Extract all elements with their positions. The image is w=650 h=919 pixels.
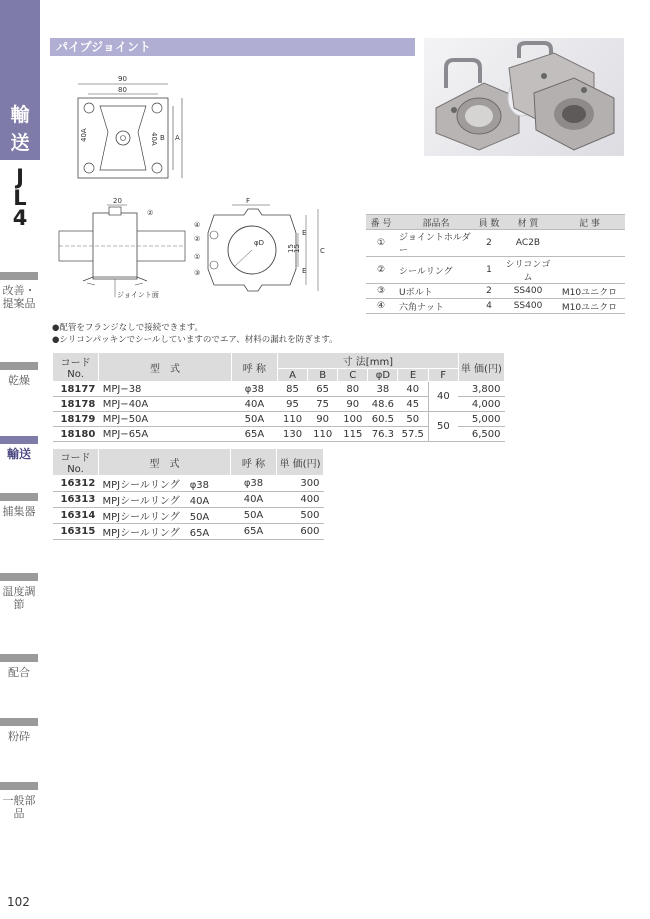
dim-f: F [246, 197, 251, 205]
table-cell: 18178 [53, 397, 99, 412]
sidebar-code-l: L [13, 186, 27, 210]
table-cell: 80 [338, 382, 368, 397]
table-cell: 4 [476, 299, 502, 314]
table-cell: φ38 [231, 382, 277, 397]
table-cell: 115 [338, 427, 368, 442]
table-cell [554, 257, 625, 284]
table-cell: ③ [366, 284, 396, 299]
table-cell: MPJ−65A [99, 427, 232, 442]
table-cell: 38 [368, 382, 398, 397]
table-cell: 110 [308, 427, 338, 442]
seal-ring-table [52, 448, 324, 540]
sidebar-item-label: 粉砕 [8, 730, 30, 743]
table-cell: MPJ−40A [99, 397, 232, 412]
dim-15b: 15 [293, 244, 301, 253]
table-cell: 65 [308, 382, 338, 397]
sidebar-item-blending[interactable] [0, 654, 38, 679]
callout-3: ③ [194, 269, 201, 277]
table-cell: 60.5 [368, 412, 398, 427]
front-view-drawing [192, 193, 332, 302]
table-cell: MPJ−50A [99, 412, 232, 427]
side-view-drawing [55, 193, 190, 307]
sidebar-item-label: 捕集器 [2, 505, 36, 518]
spec-dim-a: A [277, 369, 307, 382]
table-cell: Uボルト [396, 284, 476, 299]
table-cell: 48.6 [368, 397, 398, 412]
table-cell: 18180 [53, 427, 99, 442]
spec-col-model: 型 式 [99, 353, 232, 382]
sidebar-code-j: J [16, 165, 24, 189]
note-line: ●配管をフランジなしで接続できます。 [52, 323, 204, 333]
table-cell: 1 [476, 257, 502, 284]
spec-col-price: 単 価(円) [458, 353, 504, 382]
spec-dim-d: φD [368, 369, 398, 382]
table-row [53, 476, 324, 492]
sidebar-item-label: 乾燥 [8, 374, 30, 387]
seal-col-price: 単 価(円) [277, 449, 324, 476]
table-cell: 18179 [53, 412, 99, 427]
table-row [366, 299, 625, 314]
table-cell: M10ユニクロ [554, 284, 625, 299]
table-cell: 500 [277, 508, 324, 524]
table-cell: 40A [231, 492, 277, 508]
table-row [53, 524, 324, 540]
table-row [53, 412, 505, 427]
spec-col-name: 呼 称 [231, 353, 277, 382]
parts-col-note: 記 事 [554, 215, 625, 230]
table-cell: 16314 [53, 508, 99, 524]
joint-face-label: ジョイント面 [117, 291, 159, 299]
table-row [53, 492, 324, 508]
table-cell: AC2B [502, 230, 554, 257]
top-view-drawing [60, 72, 190, 186]
seal-col-name: 呼 称 [231, 449, 277, 476]
table-cell: 16315 [53, 524, 99, 540]
table-row [53, 508, 324, 524]
table-cell: 57.5 [398, 427, 428, 442]
parts-col-material: 材 質 [502, 215, 554, 230]
sidebar-section-header [0, 0, 40, 160]
dim-e1: E [302, 229, 307, 237]
dim-c: C [320, 247, 325, 255]
note-line: ●シリコンパッキンでシールしていますのでエア、材料の漏れを防ぎます。 [52, 335, 338, 345]
dim-e2: E [302, 267, 307, 275]
dim-b: B [160, 134, 165, 142]
plate-text-left: 40A [80, 128, 88, 142]
sidebar-item-collector[interactable] [0, 493, 38, 518]
notes [52, 322, 338, 346]
sidebar-item-label: 温度調節 [2, 585, 36, 611]
table-cell: 40 [428, 382, 458, 412]
table-row [366, 257, 625, 284]
table-cell: 2 [476, 284, 502, 299]
table-cell [554, 230, 625, 257]
sidebar-item-drying[interactable] [0, 362, 38, 387]
product-photo [424, 38, 624, 156]
spec-col-code: コードNo. [53, 353, 99, 382]
table-cell: 65A [231, 524, 277, 540]
parts-table [366, 214, 625, 314]
table-cell: ② [366, 257, 396, 284]
sidebar-item-general-parts[interactable] [0, 782, 38, 820]
table-cell: MPJシールリング 65A [99, 524, 231, 540]
table-cell: 6,500 [458, 427, 504, 442]
spec-dim-e: E [398, 369, 428, 382]
sidebar-code-4: 4 [12, 206, 28, 230]
spec-dim-c: C [338, 369, 368, 382]
table-cell: MPJシールリング φ38 [99, 476, 231, 492]
callout-2-side: ② [147, 209, 154, 217]
callout-1: ① [194, 253, 201, 261]
table-cell: 2 [476, 230, 502, 257]
sidebar-item-temperature[interactable] [0, 573, 38, 611]
table-cell: SS400 [502, 299, 554, 314]
table-cell: 3,800 [458, 382, 504, 397]
spec-col-dims: 寸 法[mm] [277, 353, 458, 369]
sidebar-item-transport[interactable] [0, 436, 38, 461]
sidebar-item-label: 配合 [8, 666, 30, 679]
sidebar-item-label: 改善・提案品 [2, 284, 36, 310]
parts-col-qty: 員 数 [476, 215, 502, 230]
table-cell: 130 [277, 427, 307, 442]
dim-15a: 15 [287, 244, 295, 253]
table-cell: 100 [338, 412, 368, 427]
table-cell: 90 [338, 397, 368, 412]
table-cell: SS400 [502, 284, 554, 299]
table-row [366, 230, 625, 257]
table-cell: 40 [398, 382, 428, 397]
dim-d: φD [254, 239, 265, 247]
spec-table [52, 352, 505, 442]
table-cell: 75 [308, 397, 338, 412]
table-cell: MPJシールリング 40A [99, 492, 231, 508]
table-cell: M10ユニクロ [554, 299, 625, 314]
sidebar-item-label: 一般部品 [2, 794, 36, 820]
table-cell: ① [366, 230, 396, 257]
table-row [53, 382, 505, 397]
table-cell: 16312 [53, 476, 99, 492]
table-cell: 95 [277, 397, 307, 412]
seal-col-code: コードNo. [53, 449, 99, 476]
table-cell: 65A [231, 427, 277, 442]
table-cell: 400 [277, 492, 324, 508]
table-cell: シリコンゴム [502, 257, 554, 284]
table-cell: 50A [231, 508, 277, 524]
table-cell: 16313 [53, 492, 99, 508]
table-cell: MPJシールリング 50A [99, 508, 231, 524]
table-cell: 50A [231, 412, 277, 427]
parts-col-name: 部品名 [396, 215, 476, 230]
table-cell: 5,000 [458, 412, 504, 427]
sidebar-item-improvement[interactable] [0, 272, 38, 310]
table-cell: 18177 [53, 382, 99, 397]
table-cell: 4,000 [458, 397, 504, 412]
parts-col-number: 番 号 [366, 215, 396, 230]
dim-a: A [175, 134, 180, 142]
table-cell: 76.3 [368, 427, 398, 442]
plate-text-right: 40A [150, 132, 158, 146]
sidebar-item-label: 輸送 [6, 447, 31, 461]
table-cell: 六角ナット [396, 299, 476, 314]
callout-4: ④ [194, 221, 201, 229]
table-row [366, 284, 625, 299]
table-cell: シールリング [396, 257, 476, 284]
dim-80: 80 [118, 86, 127, 94]
table-cell: 40A [231, 397, 277, 412]
table-cell: 45 [398, 397, 428, 412]
table-cell: 110 [277, 412, 307, 427]
page-number: 102 [7, 895, 30, 909]
sidebar-main-label-1: 輸 [10, 104, 30, 126]
table-cell: 50 [428, 412, 458, 442]
table-cell: 85 [277, 382, 307, 397]
table-cell: MPJ−38 [99, 382, 232, 397]
sidebar-item-crushing[interactable] [0, 718, 38, 743]
table-cell: 50 [398, 412, 428, 427]
table-cell: φ38 [231, 476, 277, 492]
table-cell: ジョイントホルダー [396, 230, 476, 257]
table-cell: ④ [366, 299, 396, 314]
callout-2: ② [194, 235, 201, 243]
dim-90: 90 [118, 75, 127, 83]
table-cell: 90 [308, 412, 338, 427]
dim-20: 20 [113, 197, 122, 205]
page-title: パイプジョイント [50, 38, 415, 56]
sidebar-main-label-2: 送 [10, 132, 30, 154]
spec-dim-b: B [308, 369, 338, 382]
seal-col-model: 型 式 [99, 449, 231, 476]
table-cell: 300 [277, 476, 324, 492]
spec-dim-f: F [428, 369, 458, 382]
table-cell: 600 [277, 524, 324, 540]
